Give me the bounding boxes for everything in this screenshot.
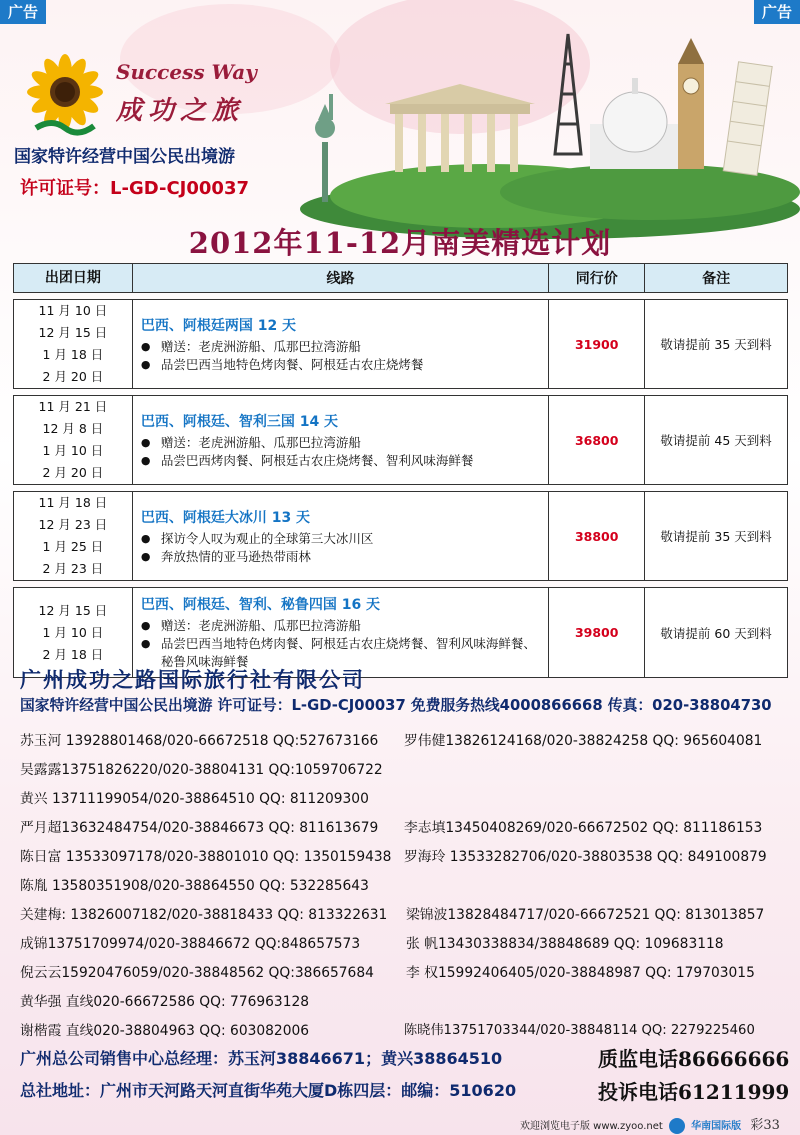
brand-english-name: Success Way [116,60,257,84]
date-item: 11 月 21 日 [38,399,108,414]
license-title: 国家特许经营中国公民出境游 [14,147,235,167]
table-row [14,492,788,581]
bullet-icon: ● [140,531,151,545]
ad-label-left: 广告 [0,0,46,24]
contact-item: 严月超13632484754/020-38846673 QQ: 811613679 [20,820,379,836]
date-item: 1 月 18 日 [42,347,104,362]
route-title: 巴西、阿根廷两国 12 天 [140,317,297,334]
route-detail: 赠送：老虎洲游船、瓜那巴拉湾游船 [160,434,361,450]
contact-item: 李 权15992406405/020-38848987 QQ: 179703015 [406,965,755,981]
bullet-icon: ● [140,549,151,563]
route-title: 巴西、阿根廷大冰川 13 天 [140,509,311,526]
date-item: 2 月 20 日 [42,465,104,480]
date-item: 2 月 18 日 [42,646,104,662]
ad-label-right: 广告 [754,0,800,24]
price: 31900 [549,300,645,389]
header-note: 备注 [645,264,788,293]
route-detail: 奔放热情的亚马逊热带雨林 [160,548,311,564]
date-item: 1 月 25 日 [42,539,104,554]
contact-item: 成锦13751709974/020-38846672 QQ:848657573 [20,936,361,952]
company-name: 广州成功之路国际旅行社有限公司 [20,668,365,692]
date-item: 11 月 10 日 [38,303,108,318]
world-landmarks-illustration [300,24,800,229]
page-number: 彩33 [750,1118,780,1133]
contact-item: 谢楷霞 直线020-38804963 QQ: 603082006 [20,1023,310,1039]
route-detail: 品尝巴西烤肉餐、阿根廷古农庄烧烤餐、智利风味海鲜餐 [160,452,474,468]
table-row [14,396,788,485]
route-title: 巴西、阿根廷、智利三国 14 天 [140,413,339,430]
departure-dates [14,492,133,581]
contact-item: 李志填13450408269/020-66672502 QQ: 811186153 [404,820,763,836]
contact-item: 罗海玲 13533282706/020-38803538 QQ: 849100879 [404,849,767,865]
route-cell [132,396,548,485]
license-number: 许可证号：L-GD-CJ00037 [20,178,249,199]
company-license-line: 国家特许经营中国公民出境游 许可证号：L-GD-CJ00037 免费服务热线4000866668 传真：020-38804730 [20,697,772,714]
brand-chinese-name: 成功之旅 [116,96,245,126]
edition-logo-icon [669,1118,685,1134]
contact-item: 关建梅: 13826007182/020-38818433 QQ: 813322631 [20,907,388,923]
header-banner [0,24,800,260]
date-item: 12 月 15 日 [38,602,108,618]
table-header-row [14,264,788,293]
sales-manager-line: 广州总公司销售中心总经理：苏玉河38846671；黄兴38864510 [20,1049,503,1068]
route-detail: 赠送：老虎洲游船、瓜那巴拉湾游船 [160,618,361,633]
header-price: 同行价 [549,264,645,293]
note: 敬请提前 35 天到料 [645,492,788,581]
date-item: 1 月 10 日 [42,443,104,458]
contact-item: 黄华强 直线020-66672586 QQ: 776963128 [20,994,310,1010]
tour-schedule-table [13,263,788,678]
quality-hotline: 质监电话86666666 [598,1047,790,1071]
route-detail: 赠送：老虎洲游船、瓜那巴拉湾游船 [160,338,361,354]
date-item: 12 月 8 日 [42,421,104,436]
date-item: 1 月 10 日 [42,624,104,640]
date-item: 11 月 18 日 [38,495,108,510]
contact-item: 陈晓伟13751703344/020-38848114 QQ: 2279225460 [404,1023,755,1038]
date-item: 12 月 23 日 [38,517,108,532]
date-item: 2 月 23 日 [42,561,104,576]
contact-item: 黄兴 13711199054/020-38864510 QQ: 811209300 [20,791,369,807]
departure-dates [14,396,133,485]
table-row [14,300,788,389]
complaint-hotline: 投诉电话61211999 [598,1080,790,1104]
contact-item: 苏玉河 13928801468/020-66672518 QQ:527673166 [20,733,379,749]
contact-item: 罗伟健13826124168/020-38824258 QQ: 965604081 [404,733,763,749]
price: 38800 [549,492,645,581]
route-detail: 品尝巴西当地特色烤肉餐、阿根廷古农庄烧烤餐、智利风味海鲜餐、秘鲁风味海鲜餐 [160,636,536,669]
note: 敬请提前 45 天到料 [645,396,788,485]
contact-item: 张 帆13430338834/38848689 QQ: 109683118 [406,936,724,952]
contact-item: 陈日富 13533097178/020-38801010 QQ: 1350159438 [20,849,392,865]
bullet-icon: ● [140,619,151,632]
footer [520,1114,780,1132]
price: 36800 [549,396,645,485]
footer-browse-text: 欢迎浏览电子版 www.zyoo.net [520,1121,663,1132]
route-detail: 品尝巴西当地特色烤肉餐、阿根廷古农庄烧烤餐 [160,356,424,372]
contact-item: 吴露露13751826220/020-38804131 QQ:1059706722 [20,762,383,778]
route-detail: 探访令人叹为观止的全球第三大冰川区 [160,530,374,546]
header-departure-date: 出团日期 [14,264,133,293]
bullet-icon: ● [140,637,151,650]
date-item: 2 月 20 日 [42,369,104,384]
route-title: 巴西、阿根廷、智利、秘鲁四国 16 天 [140,597,381,613]
route-cell [132,492,548,581]
bullet-icon: ● [140,357,151,371]
contact-item: 陈胤 13580351908/020-38864550 QQ: 532285643 [20,878,369,894]
route-cell [132,300,548,389]
footer-edition: 华南国际版 [691,1121,742,1132]
sunflower-logo-icon [22,54,108,140]
note: 敬请提前 35 天到料 [645,300,788,389]
contact-item: 倪云云15920476059/020-38848562 QQ:386657684 [20,965,374,981]
bullet-icon: ● [140,453,151,467]
note: 敬请提前 60 天到料 [645,588,788,678]
main-title: 2012年11-12月南美精选计划 [188,226,612,260]
address-line: 总社地址：广州市天河路天河直街华苑大厦D栋四层：邮编：510620 [20,1081,517,1100]
price: 39800 [549,588,645,678]
bullet-icon: ● [140,435,151,449]
contact-item: 梁锦波13828484717/020-66672521 QQ: 813013857 [406,907,765,923]
bullet-icon: ● [140,339,151,353]
header-route: 线路 [132,264,548,293]
date-item: 12 月 15 日 [38,325,108,340]
departure-dates [14,300,133,389]
